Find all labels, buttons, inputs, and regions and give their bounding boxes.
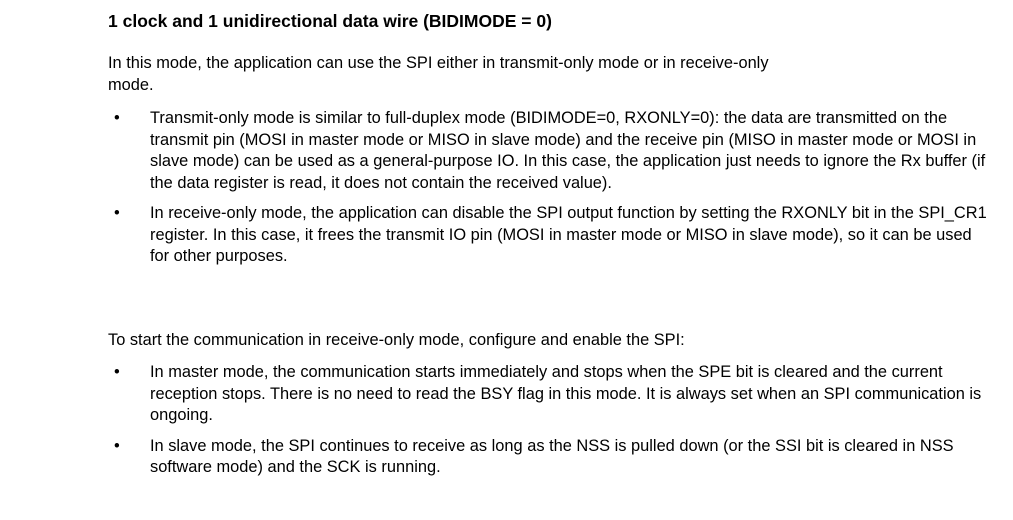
bullet-marker: • xyxy=(114,436,120,455)
section-heading: 1 clock and 1 unidirectional data wire (BIDIMODE = 0) xyxy=(108,11,552,31)
list-item xyxy=(108,203,988,268)
list-item xyxy=(108,436,988,479)
list-item-text: Transmit-only mode is similar to full-duplex mode (BIDIMODE=0, RXONLY=0): the data are transmitted on the transmit pin (MOSI in master mode or MISO in slave mode) and the receive pin (MISO in master mode or MOSI in slave mode) can be used as a general-purpose IO. In this case, the application just needs to ignore the Rx buffer (if the data register is read, it does not contain the received value). xyxy=(150,109,986,192)
intro-paragraph: In this mode, the application can use the SPI either in transmit-only mode or in receive-only mode. xyxy=(108,54,769,94)
list-item xyxy=(108,362,988,427)
start-communication-paragraph: To start the communication in receive-only mode, configure and enable the SPI: xyxy=(108,331,685,349)
list-item xyxy=(108,108,988,194)
list-item-text: In slave mode, the SPI continues to receive as long as the NSS is pulled down (or the SSI bit is cleared in NSS software mode) and the SCK is running. xyxy=(150,436,954,476)
list-item-text: In receive-only mode, the application can disable the SPI output function by setting the RXONLY bit in the SPI_CR1 register. In this case, it frees the transmit IO pin (MOSI in master mode or MISO in slave mode), so it can be used for other purposes. xyxy=(150,204,987,265)
mode-bullet-list xyxy=(108,108,988,277)
bullet-marker: • xyxy=(114,109,120,127)
bullet-marker: • xyxy=(114,363,120,381)
receive-only-bullet-list xyxy=(108,362,988,488)
bullet-marker: • xyxy=(114,204,120,222)
list-item-text: In master mode, the communication starts immediately and stops when the SPE bit is cleared and the current reception stops. There is no need to read the BSY flag in this mode. It is always set when an SPI communication is ongoing. xyxy=(150,363,982,424)
